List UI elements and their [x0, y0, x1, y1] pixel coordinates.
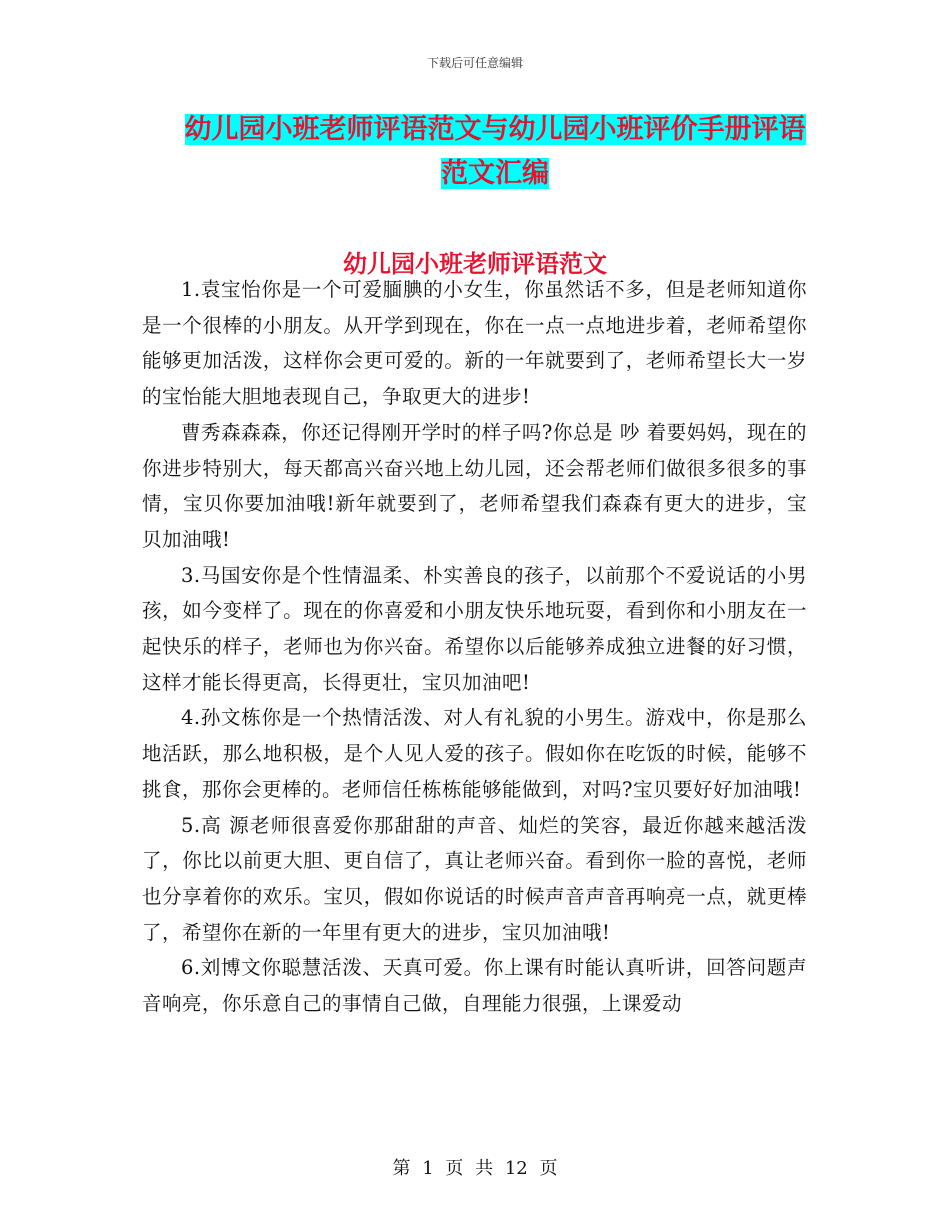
paragraph-5: 5.高 源老师很喜爱你那甜甜的声音、灿烂的笑容，最近你越来越活泼了，你比以前更大胆、更自信了，真让老师兴奋。看到你一脸的喜悦，老师也分享着你的欢乐。宝贝，假如你说话的时候声音声音再响亮一点，就更棒了，希望你在新的一年里有更大的进步，宝贝加油哦! [142, 813, 807, 944]
document-title-line1: 幼儿园小班老师评语范文与幼儿园小班评价手册评语 [184, 114, 806, 145]
section-title: 幼儿园小班老师评语范文 [343, 249, 607, 278]
header-note: 下载后可任意编辑 [426, 56, 523, 70]
paragraph-4: 4.孙文栋你是一个热情活泼、对人有礼貌的小男生。游戏中，你是那么地活跃，那么地积极，是个人见人爱的孩子。假如你在吃饭的时候，能够不挑食，那你会更棒的。老师信任栋栋能够能做到，对吗?宝贝要好好加油哦! [142, 706, 807, 801]
paragraph-6: 6.刘博文你聪慧活泼、天真可爱。你上课有时能认真听讲，回答问题声音响亮，你乐意自己的事情自己做，自理能力很强，上课爱动 [142, 956, 807, 1016]
paragraph-2: 曹秀森森森，你还记得刚开学时的样子吗?你总是 吵 着要妈妈，现在的你进步特别大，每天都高兴奋兴地上幼儿园，还会帮老师们做很多很多的事情，宝贝你要加油哦!新年就要到了，老师希望我们森森有更大的进步，宝贝加油哦! [142, 420, 807, 551]
body-text [142, 272, 807, 1022]
document-title [145, 108, 845, 196]
document-title-line2: 范文汇编 [441, 158, 549, 189]
page-footer: 第 1 页 共 12 页 [392, 1158, 558, 1179]
paragraph-1: 1.袁宝怡你是一个可爱腼腆的小女生，你虽然话不多，但是老师知道你是一个很棒的小朋友。从开学到现在，你在一点一点地进步着，老师希望你能够更加活泼，这样你会更可爱的。新的一年就要到了，老师希望长大一岁的宝怡能大胆地表现自己，争取更大的进步! [142, 278, 807, 409]
paragraph-3: 3.马国安你是个性情温柔、朴实善良的孩子，以前那个不爱说话的小男孩，如今变样了。现在的你喜爱和小朋友快乐地玩耍，看到你和小朋友在一起快乐的样子，老师也为你兴奋。希望你以后能够养成独立进餐的好习惯，这样才能长得更高，长得更壮，宝贝加油吧! [142, 563, 807, 694]
